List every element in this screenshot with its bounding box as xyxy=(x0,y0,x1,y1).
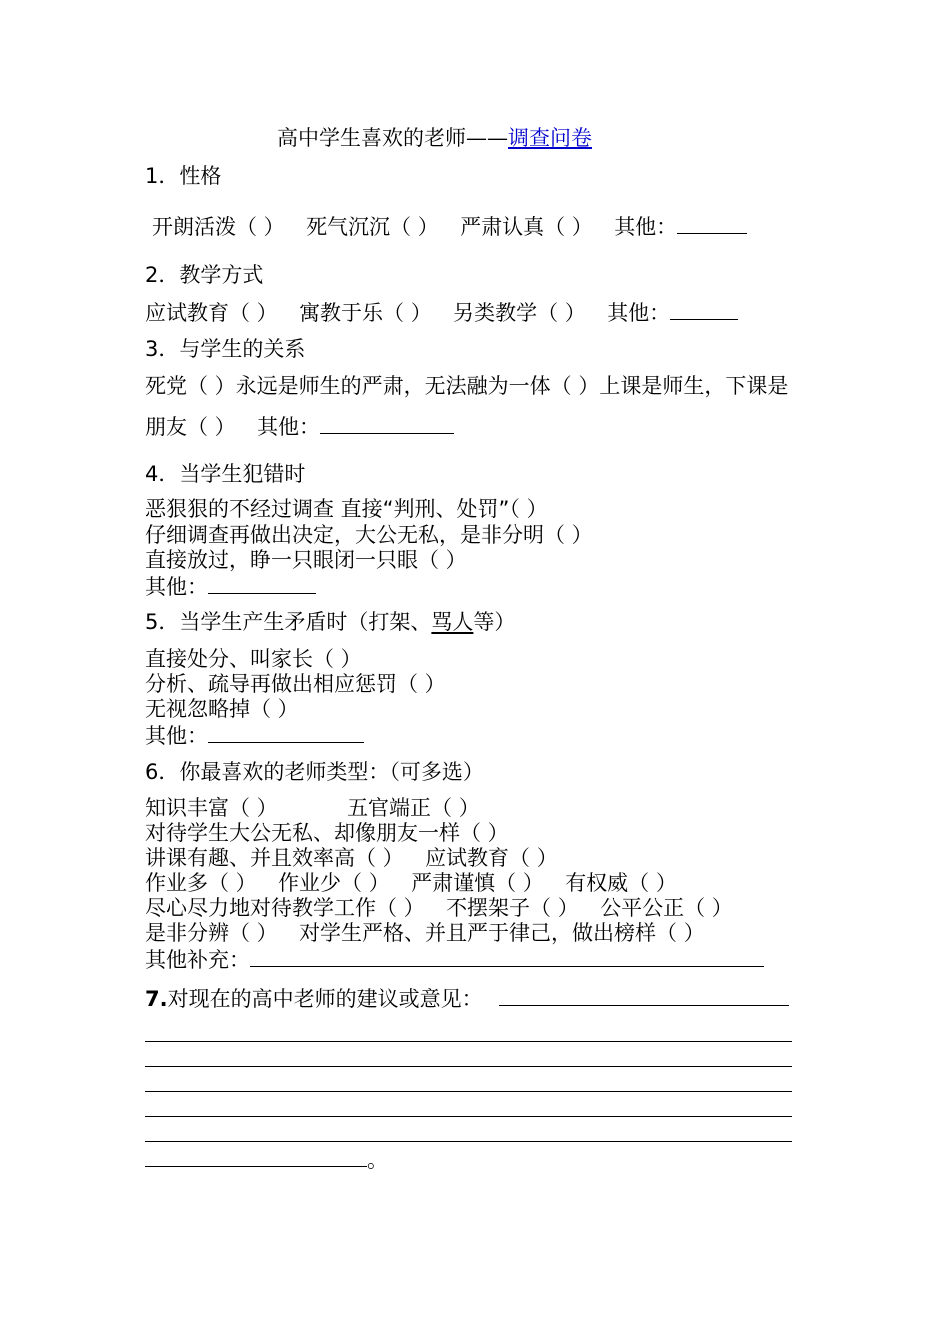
q5-heading xyxy=(145,612,515,633)
q7-answer-line[interactable] xyxy=(145,1116,792,1117)
q2-option[interactable]: 另类教学（ ） xyxy=(453,301,586,325)
q6-option[interactable]: 是非分辨（ ） xyxy=(145,921,278,945)
q4-option[interactable]: 直接放过，睁一只眼闭一只眼（ ） xyxy=(145,548,467,572)
q7-answer-blank[interactable] xyxy=(499,987,789,1006)
q1-option[interactable]: 死气沉沉（ ） xyxy=(306,215,439,239)
q5-option[interactable]: 分析、疏导再做出相应惩罚（ ） xyxy=(145,672,446,696)
q4-option[interactable]: 仔细调查再做出决定，大公无私，是非分明（ ） xyxy=(145,523,593,547)
q6-row xyxy=(145,898,733,919)
q6-option[interactable]: 应试教育（ ） xyxy=(425,846,558,870)
page-title xyxy=(277,128,592,149)
q4-other xyxy=(145,575,316,598)
q3-line1[interactable]: 死党（ ）永远是师生的严肃，无法融为一体（ ）上课是师生，下课是 xyxy=(145,374,789,398)
q5-heading-text: 5．当学生产生矛盾时（打架、 xyxy=(145,610,432,634)
q3-line2 xyxy=(145,415,454,438)
q1-other-blank[interactable] xyxy=(677,215,747,234)
q2-other-label: 其他： xyxy=(607,301,671,325)
q6-option[interactable]: 对待学生大公无私、却像朋友一样（ ） xyxy=(145,821,509,845)
q7-heading-text: 对现在的高中老师的建议或意见： xyxy=(167,987,483,1011)
q6-option[interactable]: 作业多（ ） xyxy=(145,871,257,895)
q4-heading: 4．当学生犯错时 xyxy=(145,462,306,486)
q6-option[interactable]: 讲课有趣、并且效率高（ ） xyxy=(145,846,404,870)
q4-other-label: 其他： xyxy=(145,575,208,599)
q6-option[interactable]: 知识丰富（ ） xyxy=(145,796,278,820)
q3-other-blank[interactable] xyxy=(320,415,454,434)
q2-heading: 2．教学方式 xyxy=(145,263,264,287)
q6-other-label: 其他补充： xyxy=(145,948,250,972)
q6-other-blank[interactable] xyxy=(250,948,764,967)
q5-other-label: 其他： xyxy=(145,724,208,748)
q4-other-blank[interactable] xyxy=(208,575,316,594)
q7-number: 7. xyxy=(145,987,168,1011)
q1-option[interactable]: 严肃认真（ ） xyxy=(460,215,593,239)
q6-row xyxy=(145,923,705,944)
q5-other-blank[interactable] xyxy=(208,724,364,743)
q3-option[interactable]: 朋友（ ） xyxy=(145,415,236,439)
q7-last-line xyxy=(145,1148,388,1171)
q3-other-label: 其他： xyxy=(257,415,321,439)
q7-end-mark: 。 xyxy=(367,1148,388,1172)
q7-answer-line[interactable] xyxy=(145,1091,792,1092)
q6-option[interactable]: 不摆架子（ ） xyxy=(446,896,579,920)
title-link[interactable]: 调查问卷 xyxy=(508,126,592,150)
q7-answer-line[interactable] xyxy=(145,1148,367,1167)
q1-heading: 1．性格 xyxy=(145,164,222,188)
q5-option[interactable]: 直接处分、叫家长（ ） xyxy=(145,647,362,671)
q6-option[interactable]: 公平公正（ ） xyxy=(600,896,733,920)
q3-heading: 3．与学生的关系 xyxy=(145,337,306,361)
q6-other xyxy=(145,948,764,971)
q7-answer-line[interactable] xyxy=(145,1041,792,1042)
q6-option[interactable]: 作业少（ ） xyxy=(278,871,390,895)
q6-option[interactable]: 尽心尽力地对待教学工作（ ） xyxy=(145,896,425,920)
q6-row xyxy=(145,873,677,894)
q7-answer-line[interactable] xyxy=(145,1141,792,1142)
q6-row xyxy=(145,848,558,869)
q6-option[interactable]: 有权威（ ） xyxy=(565,871,677,895)
q1-other-label: 其他： xyxy=(614,215,678,239)
q6-heading: 6．你最喜欢的老师类型：（可多选） xyxy=(145,760,484,784)
q6-option[interactable]: 严肃谨慎（ ） xyxy=(411,871,544,895)
q2-options xyxy=(145,301,738,324)
q6-row xyxy=(145,798,480,819)
q1-options xyxy=(152,215,747,238)
title-text: 高中学生喜欢的老师—— xyxy=(277,126,508,150)
q2-option[interactable]: 寓教于乐（ ） xyxy=(299,301,432,325)
q5-other xyxy=(145,724,364,747)
q2-other-blank[interactable] xyxy=(670,301,738,320)
q7-heading xyxy=(145,987,789,1010)
q4-option[interactable]: 恶狠狠的不经过调查 直接“判刑、处罚”（ ） xyxy=(145,497,548,521)
q5-heading-text: 等） xyxy=(473,610,516,634)
q1-option[interactable]: 开朗活泼（ ） xyxy=(152,215,285,239)
q5-option[interactable]: 无视忽略掉（ ） xyxy=(145,697,299,721)
q2-option[interactable]: 应试教育（ ） xyxy=(145,301,278,325)
q6-option[interactable]: 对学生严格、并且严于律己，做出榜样（ ） xyxy=(299,921,705,945)
q6-option[interactable]: 五官端正（ ） xyxy=(347,796,480,820)
q7-answer-line[interactable] xyxy=(145,1066,792,1067)
q5-heading-underlined: 骂人 xyxy=(431,610,474,634)
q6-row xyxy=(145,823,509,844)
